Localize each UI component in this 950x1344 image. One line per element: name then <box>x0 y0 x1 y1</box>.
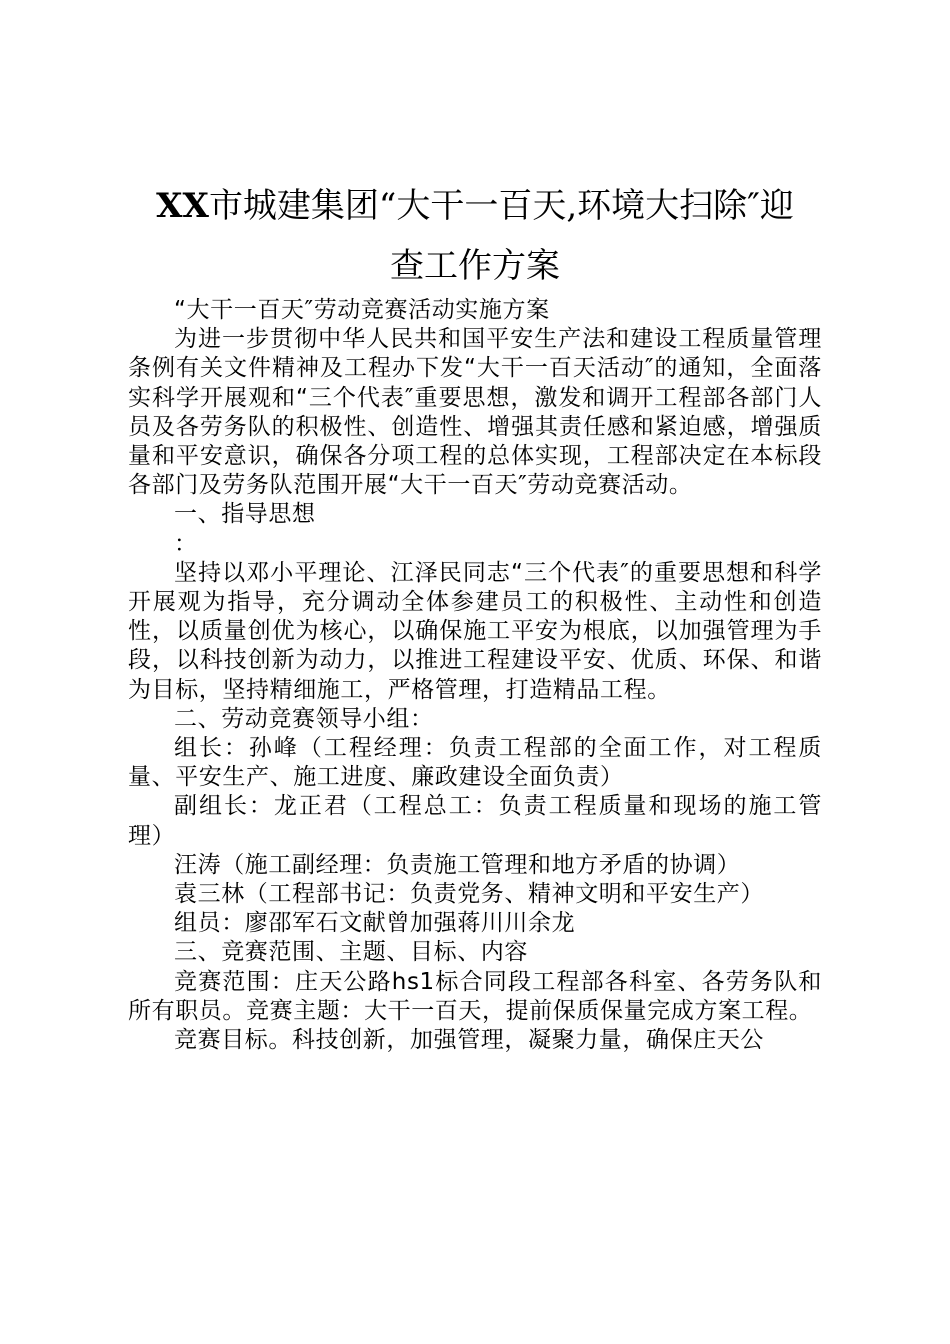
document-body <box>128 296 822 1055</box>
deputy-manager-paragraph: 汪涛（施工副经理：负责施工管理和地方矛盾的协调） <box>174 851 741 878</box>
leader-paragraph: 组长：孙峰（工程经理：负责工程部的全面工作，对工程质量、平安生产、施工进度、廉政建设全面负责） <box>128 735 822 791</box>
guiding-thought-paragraph: 坚持以邓小平理论、江泽民同志“三个代表″的重要思想和科学开展观为指导，充分调动全体参建员工的积极性、主动性和创造性，以质量创优为核心，以确保施工平安为根底，以加强管理为手段，以科技创新为动力，以推进工程建设平安、优质、环保、和谐为目标，坚持精细施工，严格管理，打造精品工程。 <box>128 559 822 703</box>
members-paragraph: 组员：廖邵军石文献曾加强蒋川川余龙 <box>174 910 576 937</box>
document-title-line-1 <box>128 186 822 226</box>
intro-paragraph: 为进一步贯彻中华人民共和国平安生产法和建设工程质量管理条例有关文件精神及工程办下发“大干一百天活动″的通知，全面落实科学开展观和“三个代表″重要思想，激发和调开工程部各部门人员及各劳务队的积极性、创造性、增强其责任感和紧迫感，增强质量和平安意识，确保各分项工程的总体实现，工程部决定在本标段各部门及劳务队范围开展“大干一百天″劳动竞赛活动。 <box>128 326 822 499</box>
scope-paragraph: 竞赛范围：庄天公路hs1标合同段工程部各科室、各劳务队和所有职员。竞赛主题：大干一百天，提前保质保量完成方案工程。 <box>128 968 822 1024</box>
section-heading-leadership-group: 二、劳动竞赛领导小组： <box>174 705 434 732</box>
colon-line: ： <box>174 530 198 557</box>
title-line-1-text: 市城建集团“大干一百天,环境大扫除″迎 <box>208 186 794 226</box>
document-title-line-2: 查工作方案 <box>390 246 560 286</box>
subtitle-paragraph: “大干一百天″劳动竞赛活动实施方案 <box>174 297 550 323</box>
party-secretary-paragraph: 袁三林（工程部书记：负责党务、精神文明和平安生产） <box>174 881 764 908</box>
section-heading-guiding-thought: 一、指导思想 <box>174 501 316 528</box>
goal-paragraph: 竞赛目标。科技创新，加强管理，凝聚力量，确保庄天公 <box>174 1027 764 1054</box>
deputy-leader-paragraph: 副组长：龙正君（工程总工：负责工程质量和现场的施工管理） <box>128 793 822 849</box>
title-prefix: XX <box>156 186 209 226</box>
section-heading-scope: 三、竞赛范围、主题、目标、内容 <box>174 939 528 966</box>
